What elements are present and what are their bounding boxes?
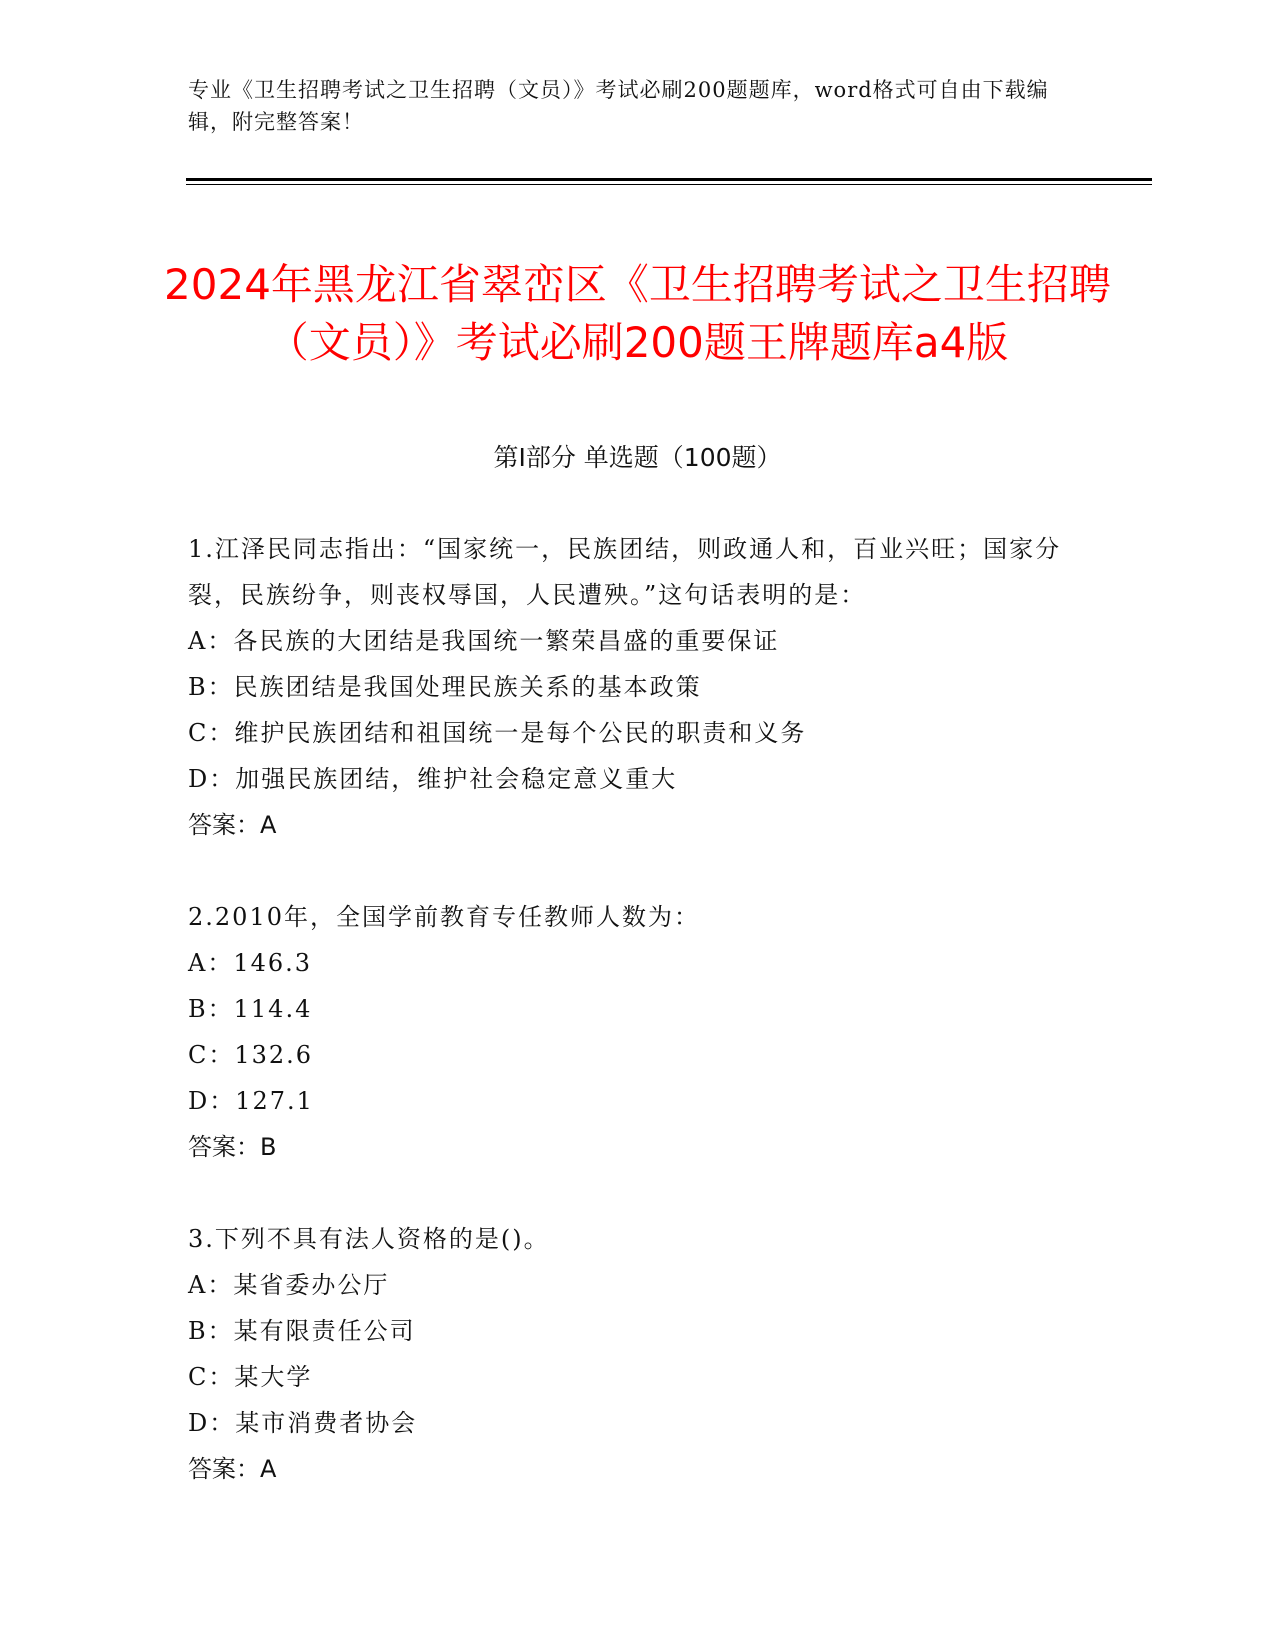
option-d: D：某市消费者协会	[188, 1409, 418, 1437]
option-c: C：某大学	[188, 1363, 313, 1391]
answer-line: 答案：A	[188, 811, 277, 839]
answer-line: 答案：B	[188, 1133, 277, 1161]
header-divider-thin	[186, 184, 1152, 185]
question-stem: 2.2010年，全国学前教育专任教师人数为：	[188, 903, 700, 931]
option-b: B：某有限责任公司	[188, 1317, 416, 1345]
option-a: A：各民族的大团结是我国统一繁荣昌盛的重要保证	[188, 627, 780, 655]
option-c: C：132.6	[188, 1041, 314, 1069]
option-d: D：加强民族团结，维护社会稳定意义重大	[188, 765, 678, 793]
option-b: B：114.4	[188, 995, 313, 1023]
question-list	[188, 526, 1088, 1538]
header-note: 专业《卫生招聘考试之卫生招聘（文员）》考试必刷200题题库，word格式可自由下载编辑，附完整答案！	[188, 78, 1049, 134]
question-item	[188, 526, 1088, 848]
document-title: 2024年黑龙江省翠峦区《卫生招聘考试之卫生招聘（文员）》考试必刷200题王牌题库a4版	[164, 260, 1111, 368]
option-a: A：某省委办公厅	[188, 1271, 390, 1299]
question-item	[188, 894, 1088, 1170]
answer-line: 答案：A	[188, 1455, 277, 1483]
header-divider-thick	[186, 178, 1152, 181]
section-heading: 第I部分 单选题（100题）	[493, 443, 782, 472]
option-d: D：127.1	[188, 1087, 314, 1115]
question-stem: 3.下列不具有法人资格的是()。	[188, 1225, 550, 1253]
option-a: A：146.3	[188, 949, 313, 977]
question-item	[188, 1216, 1088, 1492]
question-stem: 1.江泽民同志指出：“国家统一，民族团结，则政通人和，百业兴旺；国家分裂，民族纷争，则丧权辱国，人民遭殃。”这句话表明的是：	[188, 535, 1062, 609]
option-b: B：民族团结是我国处理民族关系的基本政策	[188, 673, 702, 701]
option-c: C：维护民族团结和祖国统一是每个公民的职责和义务	[188, 719, 807, 747]
